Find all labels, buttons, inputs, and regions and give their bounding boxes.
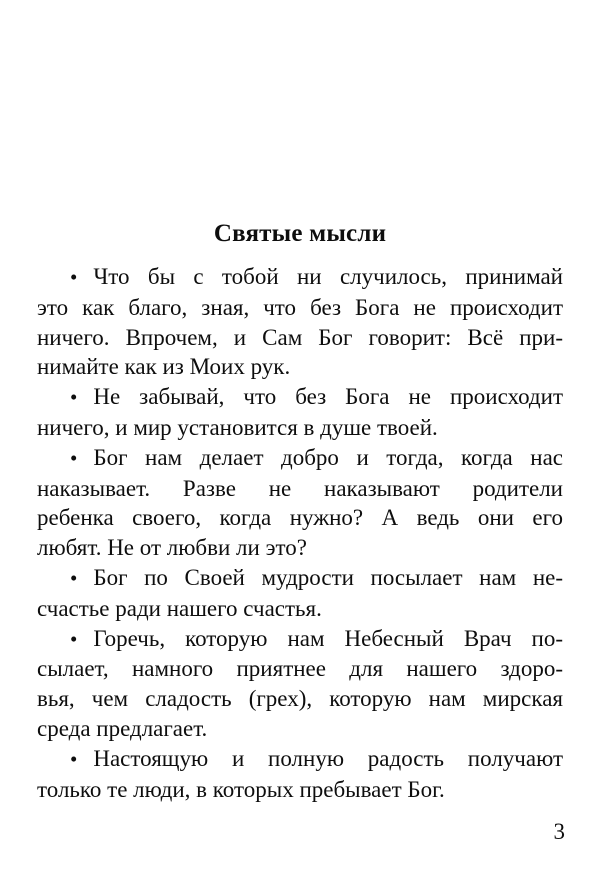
paragraph xyxy=(37,563,563,624)
text-line xyxy=(37,744,563,775)
text-line xyxy=(37,624,563,655)
text-line: счастье ради нашего счастья. xyxy=(37,595,322,621)
text-line: любят. Не от любви ли это? xyxy=(37,535,307,561)
text-line: вья, чем сладость (грех), которую нам мирская xyxy=(37,686,563,712)
text-line: это как благо, зная, что без Бога не происходит xyxy=(37,294,563,320)
bullet-icon: • xyxy=(70,445,78,470)
paragraph xyxy=(37,262,563,382)
page-title: Святые мысли xyxy=(213,220,387,247)
text-content xyxy=(37,219,563,804)
paragraph xyxy=(37,744,563,805)
text-line: наказывает. Разве не наказывают родители xyxy=(37,475,563,501)
paragraphs-container xyxy=(37,262,563,804)
text-line xyxy=(37,563,563,594)
text-line: ребенка своего, когда нужно? А ведь они его xyxy=(37,505,563,531)
line-text: Бог нам делает добро и тогда, когда нас xyxy=(93,444,563,470)
text-line: ничего, и мир установится в душе твоей. xyxy=(37,414,438,440)
text-line: сылает, намного приятнее для нашего здоро- xyxy=(37,656,563,682)
bullet-icon: • xyxy=(70,626,78,651)
bullet-icon: • xyxy=(70,565,78,590)
text-line: среда предлагает. xyxy=(37,715,208,741)
line-text: Горечь, которую нам Небесный Врач по- xyxy=(93,625,563,651)
paragraph xyxy=(37,624,563,744)
bullet-icon: • xyxy=(70,265,78,289)
text-line xyxy=(37,382,563,413)
line-text: Не забывай, что без Бога не происходит xyxy=(93,384,563,410)
bullet-icon: • xyxy=(70,385,78,410)
text-line xyxy=(37,443,563,474)
text-line: только те люди, в которых пребывает Бог. xyxy=(37,776,445,802)
line-text: Что бы с тобой ни случилось, принимай xyxy=(93,264,563,289)
paragraph xyxy=(37,382,563,443)
text-line: ничего. Впрочем, и Сам Бог говорит: Всё при- xyxy=(37,324,563,350)
line-text: Настоящую и полную радость получают xyxy=(93,745,563,771)
page-number: 3 xyxy=(553,819,565,844)
bullet-icon: • xyxy=(70,746,78,771)
text-line: нимайте как из Моих рук. xyxy=(37,354,291,380)
line-text: Бог по Своей мудрости посылает нам не- xyxy=(93,564,563,590)
paragraph xyxy=(37,443,563,563)
text-line xyxy=(37,262,563,293)
